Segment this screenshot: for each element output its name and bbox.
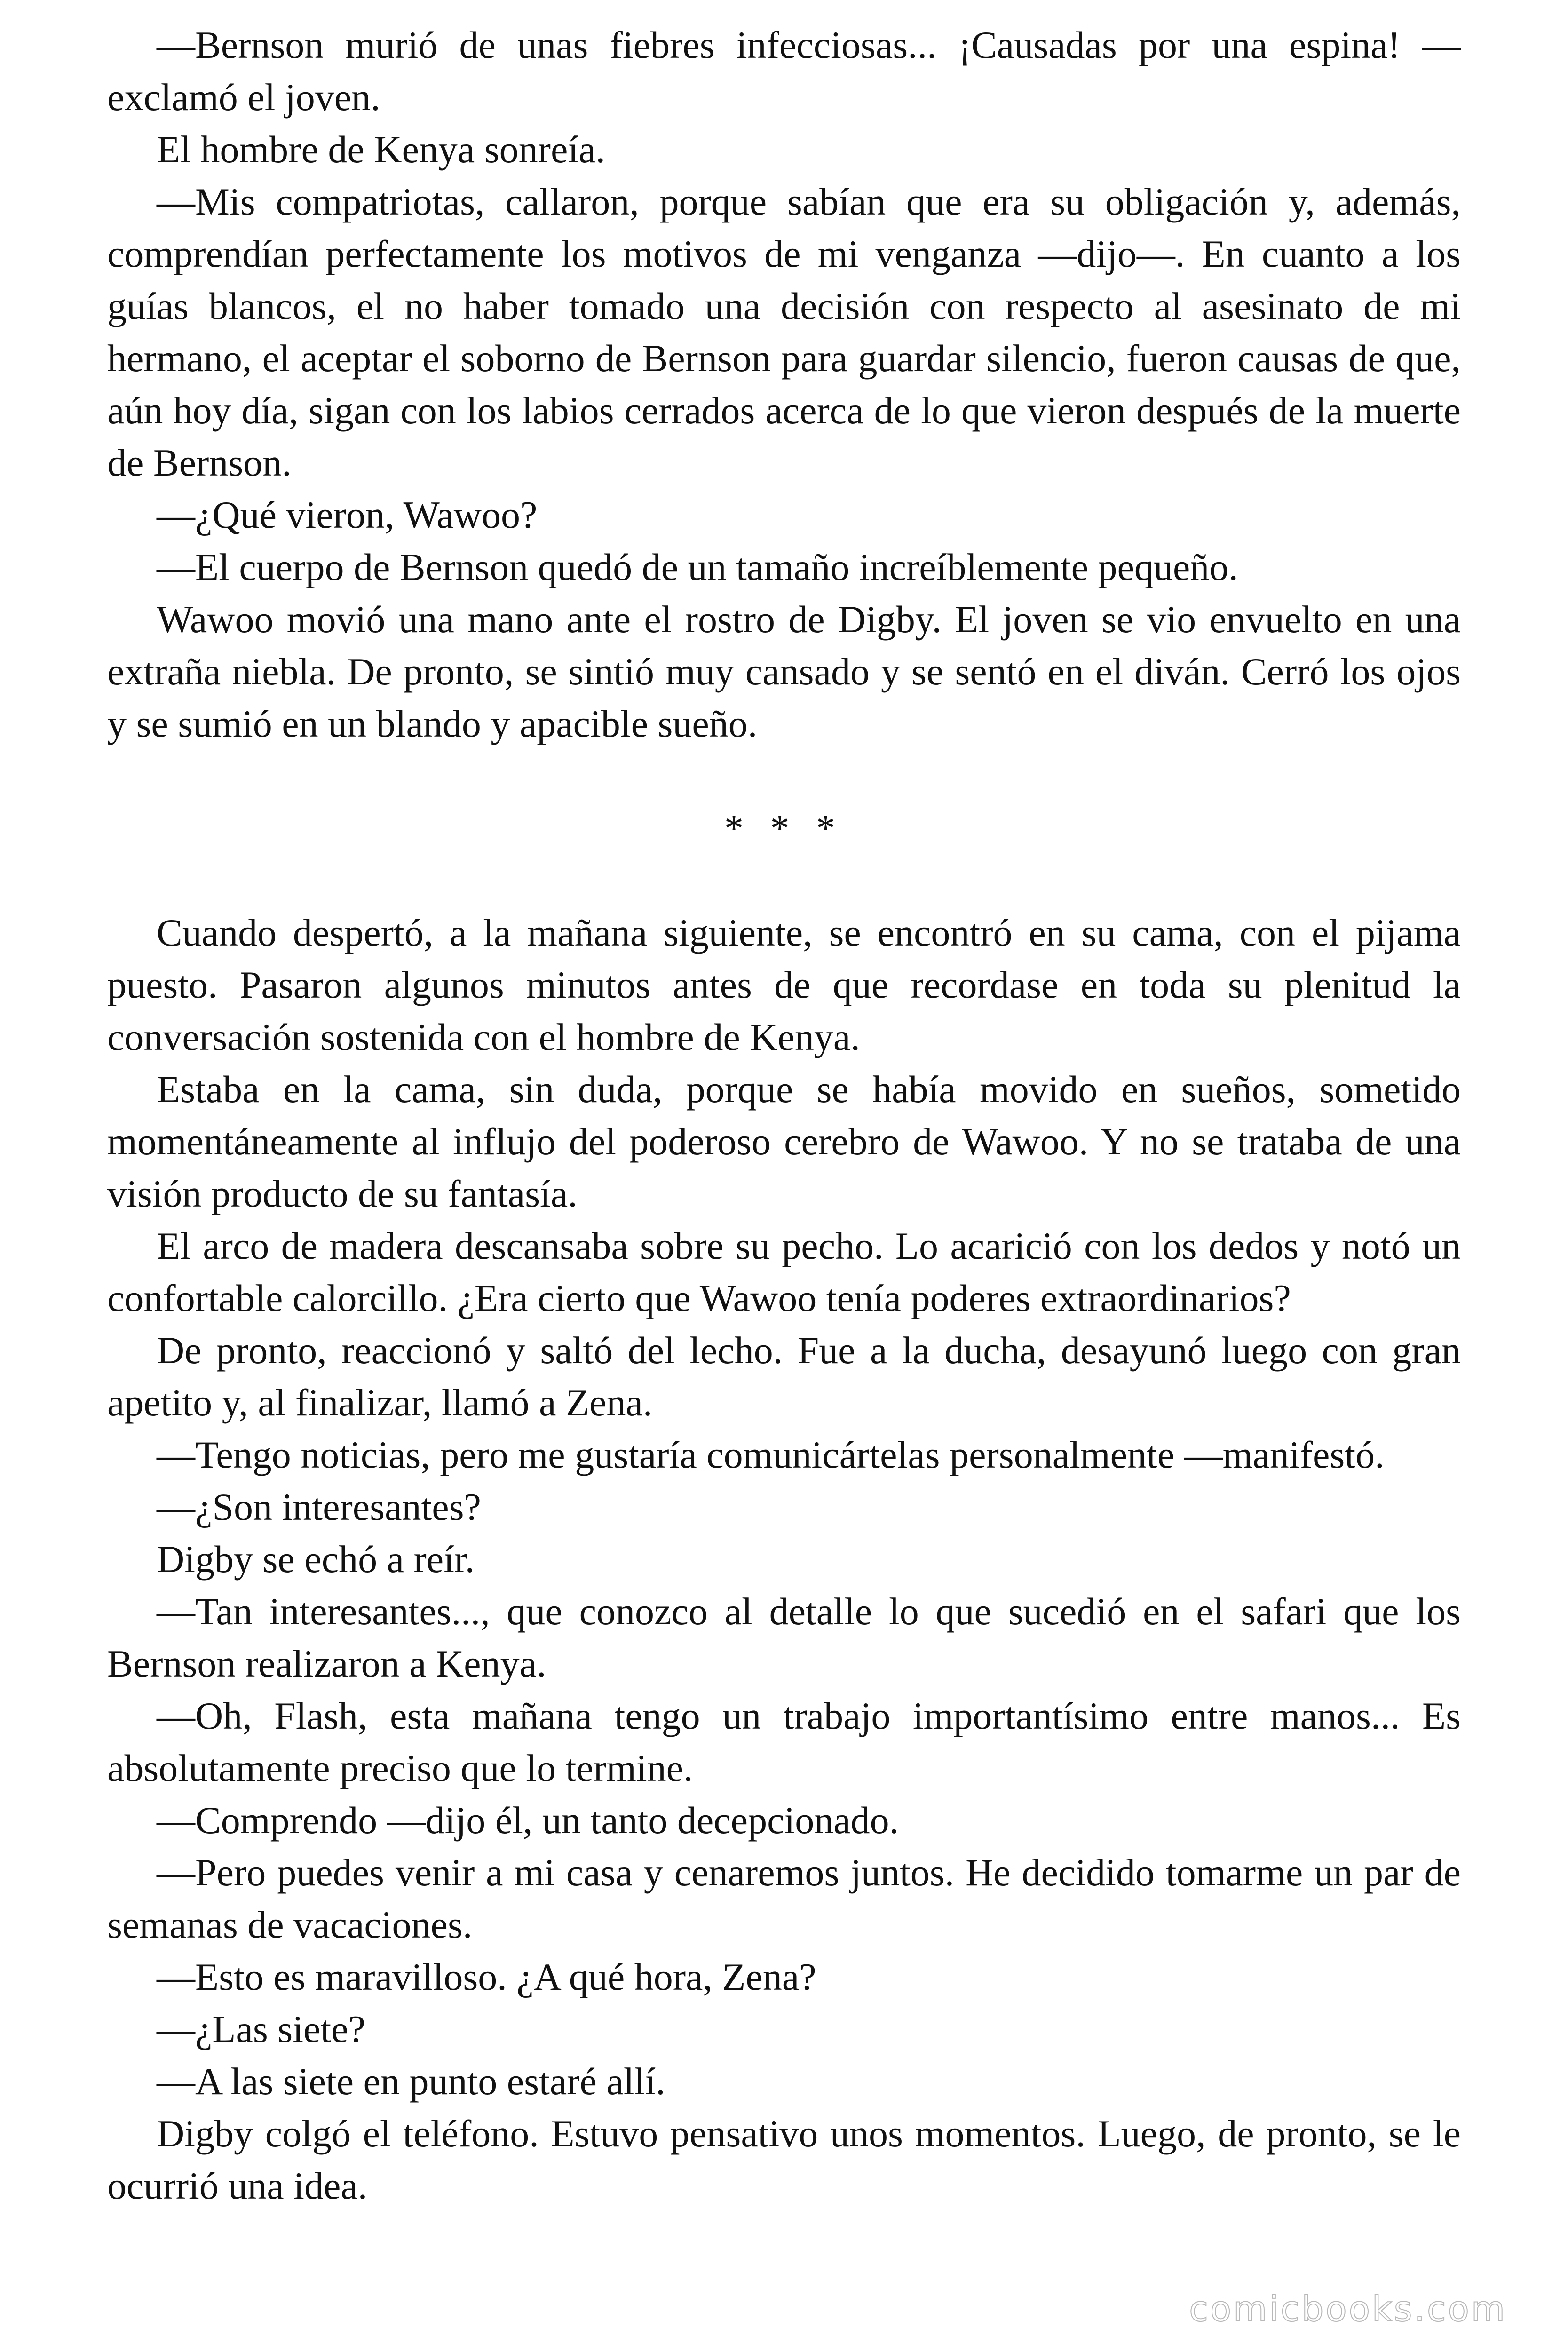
paragraph: De pronto, reaccionó y saltó del lecho. Fue a la ducha, desayunó luego con gran apetito y, al finalizar, llamó a Zena. bbox=[107, 1329, 1461, 1424]
paragraph: —Bernson murió de unas fiebres infecciosas... ¡Causadas por una espina! —exclamó el joven. bbox=[107, 24, 1461, 119]
paragraph: —El cuerpo de Bernson quedó de un tamaño increíblemente pequeño. bbox=[157, 546, 1238, 588]
paragraph: —Comprendo —dijo él, un tanto decepcionado. bbox=[157, 1799, 899, 1842]
paragraph: Digby colgó el teléfono. Estuvo pensativo unos momentos. Luego, de pronto, se le ocurrió una idea. bbox=[107, 2112, 1461, 2207]
paragraph: —Esto es maravilloso. ¿A qué hora, Zena? bbox=[157, 1955, 816, 1998]
paragraph: —Tan interesantes..., que conozco al detalle lo que sucedió en el safari que los Bernson realizaron a Kenya. bbox=[107, 1590, 1461, 1685]
paragraph: El hombre de Kenya sonreía. bbox=[157, 128, 606, 171]
watermark: comicbooks.com bbox=[1189, 2289, 1507, 2329]
paragraph: —Pero puedes venir a mi casa y cenaremos juntos. He decidido tomarme un par de semanas de vacaciones. bbox=[107, 1851, 1461, 1946]
paragraph: Cuando despertó, a la mañana siguiente, se encontró en su cama, con el pijama puesto. Pasaron algunos minutos antes de que recordase en toda su plenitud la conversación sostenida con el hombre de Kenya. bbox=[107, 911, 1461, 1058]
paragraph: —A las siete en punto estaré allí. bbox=[157, 2060, 665, 2103]
paragraph: El arco de madera descansaba sobre su pecho. Lo acarició con los dedos y notó un confortable calorcillo. ¿Era cierto que Wawoo tenía poderes extraordinarios? bbox=[107, 1224, 1461, 1319]
paragraph: —Oh, Flash, esta mañana tengo un trabajo importantísimo entre manos... Es absolutamente preciso que lo termine. bbox=[107, 1694, 1461, 1789]
paragraph: —Tengo noticias, pero me gustaría comunicártelas personalmente —manifestó. bbox=[157, 1433, 1385, 1476]
paragraph: Estaba en la cama, sin duda, porque se había movido en sueños, sometido momentáneamente al influjo del poderoso cerebro de Wawoo. Y no se trataba de una visión producto de su fantasía. bbox=[107, 1068, 1461, 1215]
paragraph: —¿Son interesantes? bbox=[157, 1486, 481, 1528]
paragraph: —¿Qué vieron, Wawoo? bbox=[157, 493, 538, 536]
paragraph: —¿Las siete? bbox=[157, 2008, 365, 2050]
paragraph: Wawoo movió una mano ante el rostro de Digby. El joven se vio envuelto en una extraña niebla. De pronto, se sintió muy cansado y se sentó en el diván. Cerró los ojos y se sumió en un blando y apacible sueño. bbox=[107, 598, 1461, 745]
page-text bbox=[107, 19, 1461, 2212]
paragraph: —Mis compatriotas, callaron, porque sabían que era su obligación y, además, comprendían perfectamente los motivos de mi venganza —dijo—. En cuanto a los guías blancos, el no haber tomado una decisión con respecto al asesinato de mi hermano, el aceptar el soborno de Bernson para guardar silencio, fueron causas de que, aún hoy día, sigan con los labios cerrados acerca de lo que vieron después de la muerte de Bernson. bbox=[107, 180, 1461, 484]
section-separator: * * * bbox=[724, 807, 844, 850]
paragraph: Digby se echó a reír. bbox=[157, 1538, 475, 1581]
